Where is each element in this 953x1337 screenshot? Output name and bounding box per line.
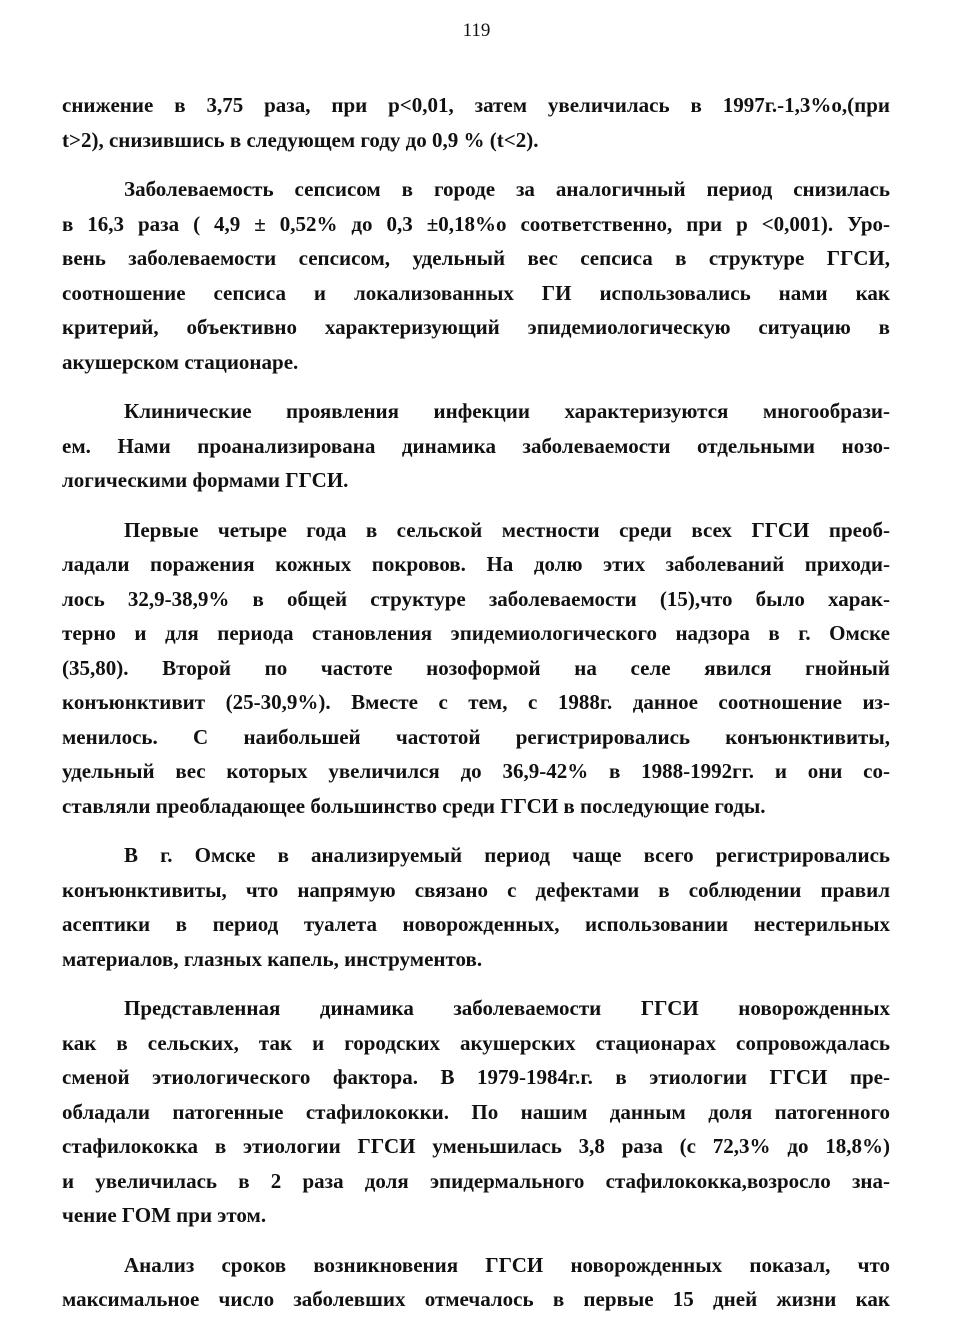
text-line: Заболеваемость сепсисом в городе за аналогичный период снизилась — [124, 177, 890, 201]
text-line: в 16,3 раза ( 4,9 ± 0,52% до 0,3 ±0,18%о соответственно, при р <0,001). Уро- — [62, 211, 890, 236]
text-line: сменой этиологического фактора. В 1979-1984г.г. в этиологии ГГСИ пре- — [62, 1065, 890, 1089]
text-line: Первые четыре года в сельской местности среди всех ГГСИ преоб- — [124, 517, 890, 542]
text-line: Представленная динамика заболеваемости ГГСИ новорожденных — [124, 996, 890, 1020]
text-line: стафилококка в этиологии ГГСИ уменьшилась 3,8 раза (с 72,3% до 18,8%) — [62, 1134, 890, 1158]
text-line: вень заболеваемости сепсисом, удельный вес сепсиса в структуре ГГСИ, — [62, 246, 890, 270]
text-line: конъюнктивит (25-30,9%). Вместе с тем, с 1988г. данное соотношение из- — [62, 690, 890, 714]
text-line: конъюнктивиты, что напрямую связано с дефектами в соблюдении правил — [62, 877, 890, 902]
text-line: ладали поражения кожных покровов. На долю этих заболеваний приходи- — [62, 552, 890, 576]
text-line: критерий, объективно характеризующий эпидемиологическую ситуацию в — [62, 315, 890, 339]
text-line: обладали патогенные стафилококки. По нашим данным доля патогенного — [62, 1099, 890, 1124]
document-body — [62, 88, 890, 1332]
text-line: ставляли преобладающее большинство среди ГГСИ в последующие годы. — [62, 793, 766, 818]
paragraph — [62, 1248, 890, 1317]
paragraph — [62, 394, 890, 498]
text-line: как в сельских, так и городских акушерских стационарах сопровождалась — [62, 1030, 890, 1055]
page-number: 119 — [462, 20, 491, 41]
text-line: снижение в 3,75 раза, при р<0,01, затем увеличилась в 1997г.-1,3%о,(при — [62, 93, 890, 117]
text-line: удельный вес которых увеличился до 36,9-42% в 1988-1992гг. и они со- — [62, 759, 890, 783]
text-line: менилось. С наибольшей частотой регистрировались конъюнктивиты, — [62, 724, 890, 749]
text-line: (35,80). Второй по частоте нозоформой на селе явился гнойный — [62, 655, 890, 680]
text-line: логическими формами ГГСИ. — [62, 468, 349, 492]
text-line: акушерском стационаре. — [62, 349, 299, 374]
text-line: чение ГОМ при этом. — [62, 1203, 267, 1227]
text-line: ем. Нами проанализирована динамика заболеваемости отдельными нозо- — [62, 433, 890, 458]
text-line: и увеличилась в 2 раза доля эпидермального стафилококка,возросло зна- — [62, 1168, 890, 1193]
text-line: лось 32,9-38,9% в общей структуре заболеваемости (15),что было харак- — [62, 586, 890, 611]
paragraph — [62, 991, 890, 1233]
text-line: соотношение сепсиса и локализованных ГИ использовались нами как — [62, 280, 890, 305]
text-line: Анализ сроков возникновения ГГСИ новорожденных показал, что — [124, 1252, 890, 1277]
text-line: терно и для периода становления эпидемиологического надзора в г. Омске — [62, 621, 890, 645]
text-line: асептики в период туалета новорожденных, использовании нестерильных — [62, 912, 890, 936]
paragraph — [62, 513, 890, 824]
text-line: Клинические проявления инфекции характеризуются многообрази- — [124, 399, 890, 423]
text-line: максимальное число заболевших отмечалось в первые 15 дней жизни как — [62, 1287, 890, 1311]
text-line: t>2), снизившись в следующем году до 0,9 % (t<2). — [62, 127, 539, 152]
paragraph — [62, 838, 890, 976]
text-line: материалов, глазных капель, инструментов. — [62, 946, 483, 971]
paragraph — [62, 88, 890, 157]
text-line: В г. Омске в анализируемый период чаще всего регистрировались — [124, 843, 890, 867]
paragraph — [62, 172, 890, 379]
